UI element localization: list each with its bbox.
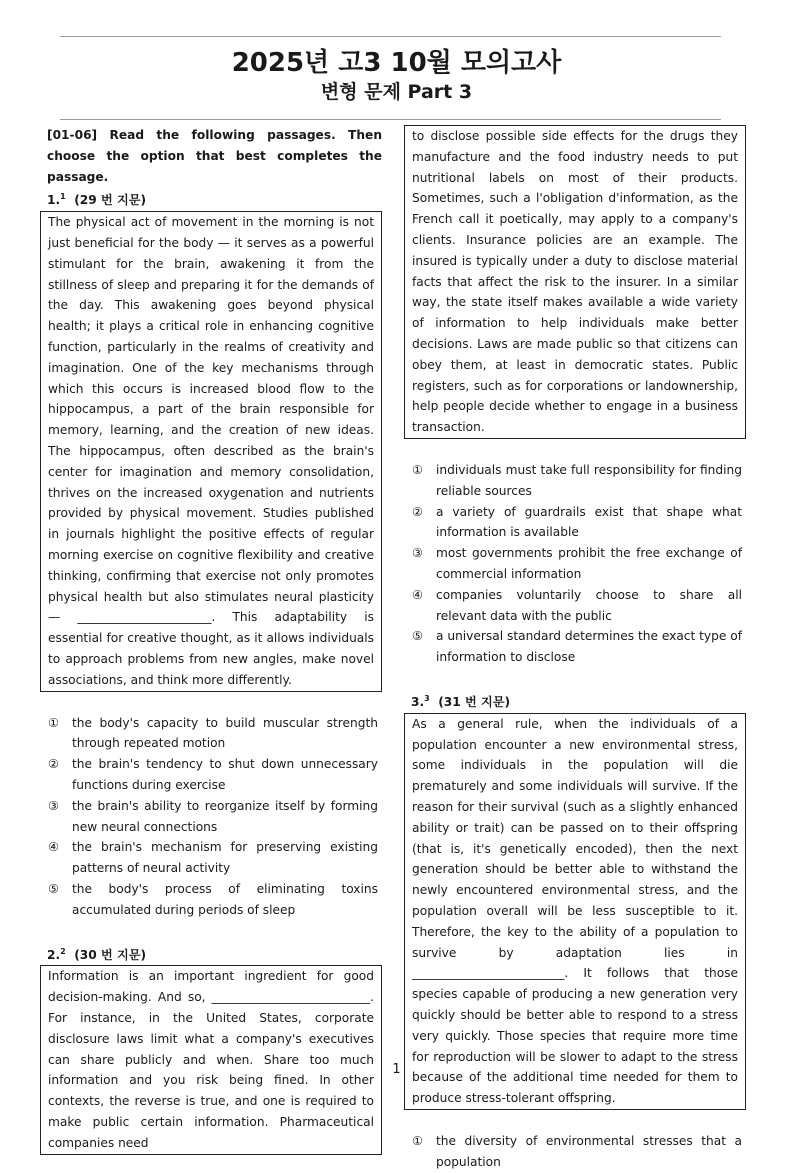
choice-3[interactable] <box>404 543 746 585</box>
question-1-heading <box>40 187 382 211</box>
footnote-marker: 3 <box>424 693 430 703</box>
choice-4[interactable] <box>40 837 382 879</box>
question-1-passage: The physical act of movement in the morning is not just beneficial for the body — it serves as a powerful stimulant for the brain, awakening it from the stillness of sleep and preparing it for the demands of the day. This awakening goes beyond physical health; it plays a critical role in enhancing cognitive function, particularly in the realms of creativity and imagination. One of the key mechanisms through which this occurs is increased blood flow to the hippocampus, a part of the brain responsible for memory, learning, and the creation of new ideas. The hippocampus, often described as the brain's center for imagination and memory consolidation, thrives on the increased oxygenation and nutrients provided by physical movement. Studies published in journals highlight the positive effects of regular morning exercise on cognitive flexibility and creative thinking, confirming that exercise not only promotes physical health but also stimulates neural plasticity — ______________________. This adaptability is essential for creative thought, as it allows individuals to approach problems from new angles, make novel associations, and think more differently. <box>40 211 382 691</box>
choice-4[interactable] <box>404 585 746 627</box>
choice-number: ② <box>412 504 423 519</box>
choice-text: a universal standard determines the exact type of information to disclose <box>436 629 742 665</box>
question-3-heading <box>404 689 746 713</box>
question-source: (29 번 지문) <box>74 193 147 208</box>
question-3-choices <box>404 1131 746 1173</box>
choice-text: the body's process of eliminating toxins accumulated during periods of sleep <box>72 881 378 917</box>
question-2-choices <box>404 460 746 668</box>
choice-text: the brain's tendency to shut down unnecessary functions during exercise <box>72 757 378 792</box>
right-column <box>404 125 746 1173</box>
choice-text: the brain's mechanism for preserving existing patterns of neural activity <box>72 840 378 876</box>
choice-text: the body's capacity to build muscular strength through repeated motion <box>72 715 378 751</box>
choice-5[interactable] <box>40 879 382 921</box>
choice-text: the brain's ability to reorganize itself by forming new neural connections <box>72 798 378 834</box>
choice-number: ⑤ <box>412 629 423 644</box>
question-1-choices <box>40 713 382 921</box>
footnote-marker: 1 <box>60 192 66 202</box>
question-3-passage: As a general rule, when the individuals of a population encounter a new environmental stress, some individuals in the population will die prematurely and some individuals will survive. If the reason for their survival (such as a slightly enhanced ability or trait) can be passed on to their offspring (that is, it's genetically encoded), then the next generation should be better able to withstand the newly encountered environmental stress, and the population overall will be less susceptible to it. Therefore, the key to the ability of a population to survive by adaptation lies in _________________________. It follows that those species capable of producing a new generation very quickly should be better able to respond to a stress very quickly. Those species that require more time for reproduction will be slower to adapt to the stress because of the additional time needed for them to produce stress-tolerant offspring. <box>404 713 746 1110</box>
choice-1[interactable] <box>404 460 746 502</box>
footnote-marker: 2 <box>60 946 66 956</box>
choice-text: a variety of guardrails exist that shape what information is available <box>436 504 742 540</box>
instructions: [01-06] Read the following passages. Then choose the option that best completes the passage. <box>47 128 382 184</box>
choice-number: ② <box>48 757 59 772</box>
question-2-passage-part2: to disclose possible side effects for the drugs they manufacture and the food industry needs to put nutritional labels on most of their products. Sometimes, such a l'obligation d'information, as the French call it poetically, may apply to a company's clients. Insurance policies are an example. The insured is typically under a duty to disclose material facts that affect the risk to the insurer. In a similar way, the state itself makes available a wide variety of information to help individuals make better decisions. Laws are made public so that citizens can obey them, at least in democratic states. Public registers, such as for corporations or landownership, help people decide whether to engage in a business transaction. <box>404 125 746 439</box>
choice-3[interactable] <box>40 796 382 838</box>
page-title: 2025년 고3 10월 모의고사 <box>231 48 562 78</box>
choice-number: ① <box>412 1133 423 1148</box>
question-2-heading <box>40 942 382 966</box>
choice-number: ③ <box>412 546 423 561</box>
question-number: 1. <box>47 193 61 208</box>
choice-text: the diversity of environmental stresses that a population <box>436 1133 742 1169</box>
choice-1[interactable] <box>40 713 382 755</box>
choice-2[interactable] <box>404 502 746 544</box>
page-number: 1 <box>392 1062 401 1077</box>
choice-number: ① <box>48 715 59 730</box>
choice-text: companies voluntarily choose to share all relevant data with the public <box>436 587 742 623</box>
question-source: (31 번 지문) <box>438 694 511 709</box>
question-source: (30 번 지문) <box>74 947 147 962</box>
left-column <box>40 125 382 1155</box>
choice-number: ① <box>412 462 423 477</box>
question-number: 3. <box>411 694 425 709</box>
question-number: 2. <box>47 947 61 962</box>
choice-number: ⑤ <box>48 881 59 896</box>
choice-2[interactable] <box>40 754 382 796</box>
choice-5[interactable] <box>404 626 746 668</box>
choice-text: individuals must take full responsibility for finding reliable sources <box>436 462 742 498</box>
choice-number: ④ <box>48 840 59 855</box>
header-top-rule <box>60 36 721 37</box>
choice-number: ③ <box>48 798 59 813</box>
question-2-passage-part1: Information is an important ingredient for good decision-making. And so, __________________________. For instance, in the United States, corporate disclosure laws limit what a company's executives can share publicly and when. Share too much information and you risk being fined. In other contexts, the reverse is true, and one is required to make public certain information. Pharmaceutical companies need <box>40 965 382 1154</box>
header-bottom-rule <box>60 119 721 120</box>
choice-1[interactable] <box>404 1131 746 1173</box>
choice-text: most governments prohibit the free exchange of commercial information <box>436 546 742 581</box>
choice-number: ④ <box>412 587 423 602</box>
page-subtitle: 변형 문제 Part 3 <box>320 81 473 103</box>
